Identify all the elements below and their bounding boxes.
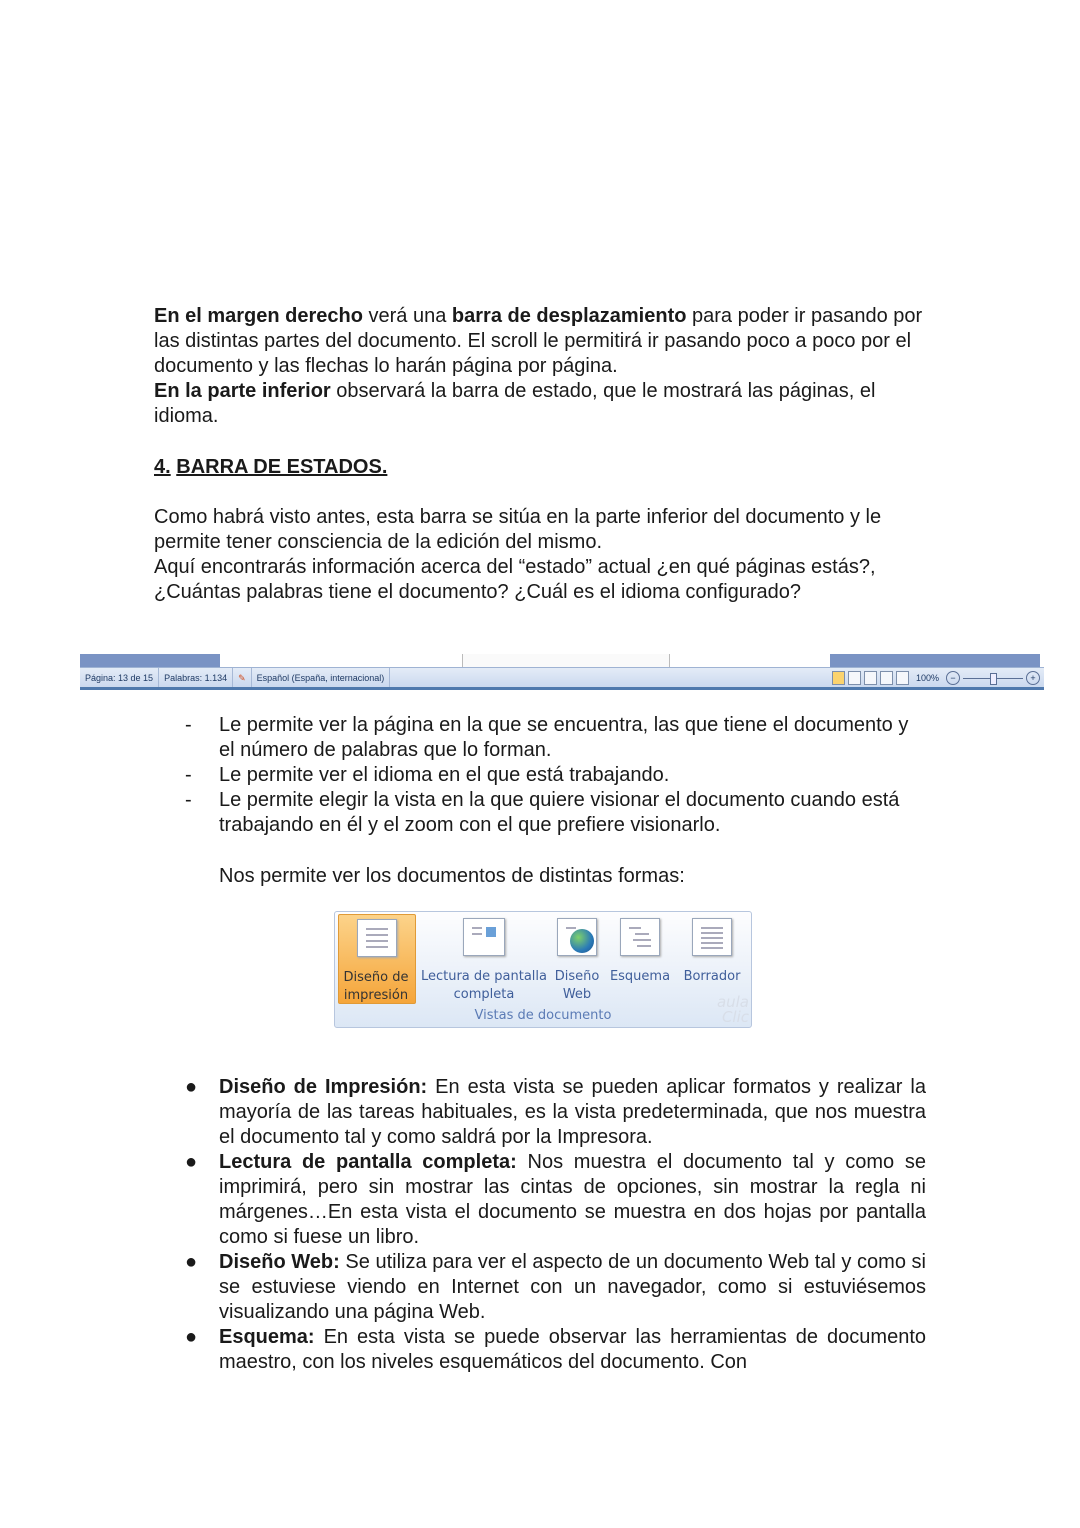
bullet-icon: ● [185,1251,198,1273]
bullet-icon: ● [185,1326,198,1348]
group-label: Vistas de documento [474,1008,612,1023]
decor [462,654,670,667]
decor [830,654,1040,667]
zoom-slider [963,672,1023,684]
view-label: Diseño de impresión [343,970,409,1003]
zoom-level: 100% [915,673,939,683]
language: Español (España, internacional) [252,668,391,688]
term: Diseño Web: [219,1251,340,1273]
web-view-icon [864,671,877,685]
list-item [185,1250,926,1325]
bold-phrase: barra de desplazamiento [451,305,687,327]
description: En esta vista se puede observar las herramientas de documento maestro, con los niveles esquemáticos del documento. Con [219,1326,926,1373]
view-draft [677,914,747,986]
dash-list [185,713,925,838]
views-intro: Nos permite ver los documentos de distintas formas: [219,865,685,887]
view-label: Borrador [683,969,741,984]
document-views-panel [334,911,752,1028]
aulaclic-watermark: aula Clic [716,993,749,1026]
bullet-icon: ● [185,1076,198,1098]
term: Lectura de pantalla completa: [219,1151,517,1173]
text: para poder ir pasando por las distintas partes del documento. El scroll le permitirá ir pasando poco a poco por el documento y las flechas lo harán página por página. [154,305,923,377]
decor [80,654,220,667]
term: Diseño de Impresión: [219,1076,428,1098]
description: Nos muestra el documento tal y como se imprimirá, pero sin mostrar las cintas de opciones, sin mostrar la regla ni márgenes…En esta vista el documento se muestra en dos hojas por pantalla como si fuese un libro. [219,1151,926,1248]
view-print-layout [338,914,416,1004]
globe-icon [557,918,597,956]
text: Aquí encontrarás información acerca del “estado” actual ¿en qué páginas estás?, ¿Cuántas palabras tiene el documento? ¿Cuál es el idioma configurado? [154,556,876,603]
view-label: Lectura de pantalla completa [420,969,548,1002]
print-layout-icon [357,919,397,957]
decor [80,687,1044,690]
list-item [185,1075,926,1150]
zoom-in-icon: + [1026,671,1040,685]
proofing-icon: ✎ [233,668,252,688]
section-title: BARRA DE ESTADOS. [176,456,388,478]
zoom-out-icon: − [946,671,960,685]
outline-view-icon [880,671,893,685]
view-zoom-controls [832,668,1044,688]
open-book-icon [463,918,505,956]
bullet-icon: ● [185,1151,198,1173]
list-item: - Le permite ver la página en la que se encuentra, las que tiene el documento y el número de palabras que lo forman. [185,713,925,763]
view-outline [607,914,673,986]
print-layout-view-icon [832,671,845,685]
list-item [185,1150,926,1250]
bullet-list [185,1075,926,1375]
text: verá una [362,305,452,327]
status-bar-screenshot [80,652,1044,690]
page-count: Página: 13 de 15 [80,668,159,688]
text: Como habrá visto antes, esta barra se sitúa en la parte inferior del documento y le permite tener consciencia de la edición del mismo. [154,506,882,553]
description: En esta vista se pueden aplicar formatos y realizar la mayoría de las tareas habituales, es la vista predeterminada, que nos muestra el documento tal y como saldrá por la Impresora. [219,1076,926,1148]
status-bar [80,667,1044,688]
text: observará la barra de estado, que le mostrará las páginas, el idioma. [154,380,876,427]
view-label: Diseño Web [554,969,600,1002]
list-item [185,1325,926,1375]
list-item: - Le permite elegir la vista en la que quiere visionar el documento cuando está trabajando en él y el zoom con el que prefiere visionarlo. [185,788,925,838]
list-item: - Le permite ver el idioma en el que está trabajando. [185,763,925,788]
bold-phrase: En la parte inferior [154,380,331,402]
section-number: 4. [154,456,171,478]
view-label: Esquema [609,969,671,984]
section-paragraph [154,505,929,605]
view-full-screen-reading [419,914,549,1004]
full-screen-view-icon [848,671,861,685]
description: Se utiliza para ver el aspecto de un documento Web tal y como si se estuviese viendo en Internet con un navegador, como si estuviésemos visualizando una página Web. [219,1251,926,1323]
zoom-slider-thumb [990,673,997,685]
draft-icon [692,918,732,956]
intro-paragraph [154,304,929,429]
outline-icon [620,918,660,956]
view-web-layout [549,914,605,1004]
draft-view-icon [896,671,909,685]
section-heading [154,455,929,480]
bold-phrase: En el margen derecho [154,305,363,327]
word-count: Palabras: 1.134 [159,668,233,688]
term: Esquema: [219,1326,315,1348]
